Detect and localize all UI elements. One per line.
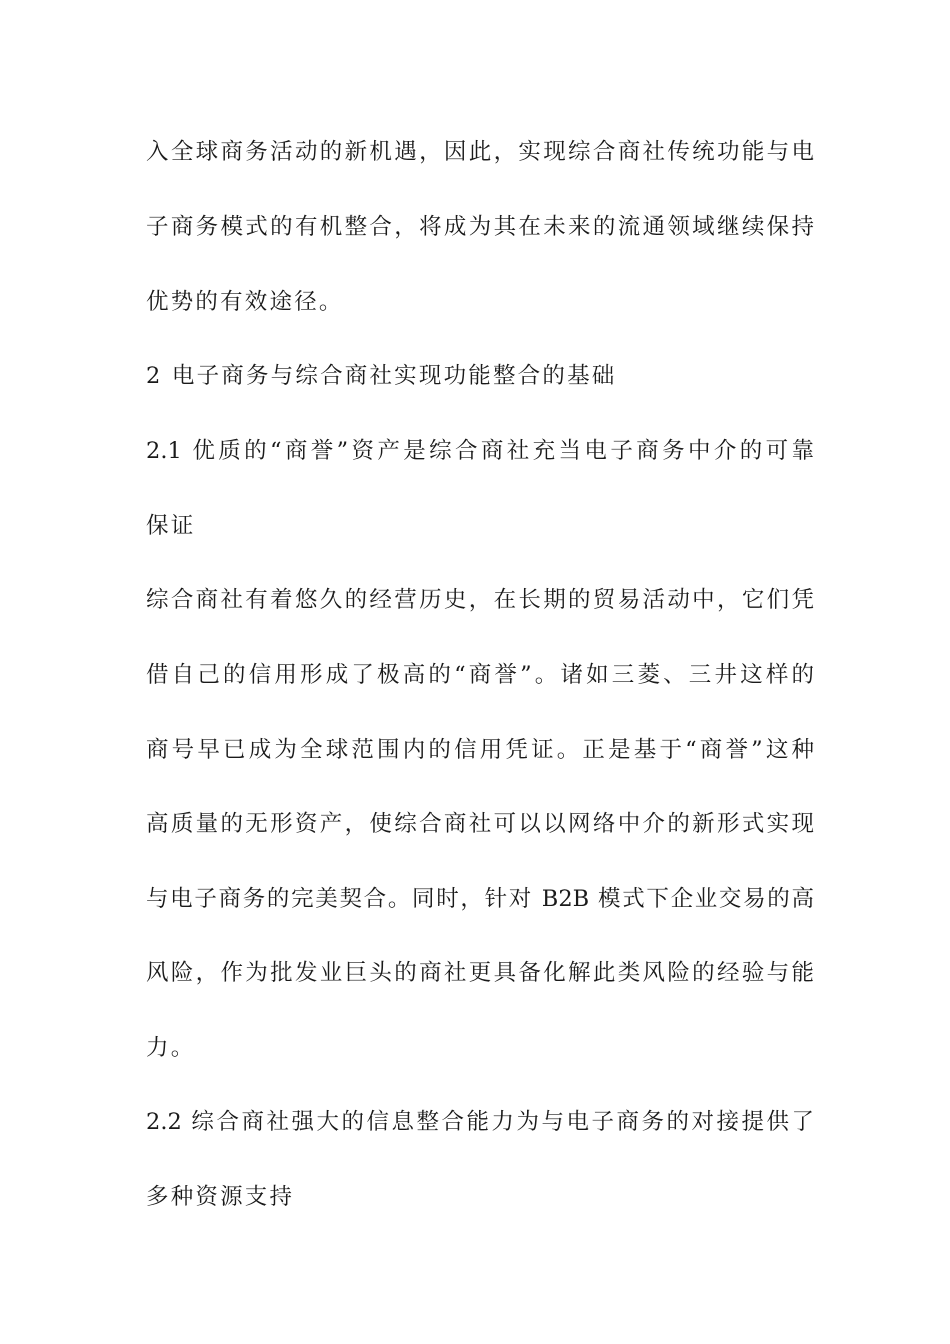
paragraph-line: 力。: [146, 1035, 196, 1061]
paragraph-line: 优势的有效途径。: [146, 289, 344, 315]
subsection-heading: 保证: [146, 513, 196, 539]
paragraph-line: 综合商社有着悠久的经营历史，在长期的贸易活动中，它们凭: [146, 587, 814, 613]
subsection-heading: 2.2 综合商社强大的信息整合能力为与电子商务的对接提供了: [146, 1109, 814, 1135]
paragraph-line: 子商务模式的有机整合，将成为其在未来的流通领域继续保持: [146, 214, 814, 240]
paragraph-line: 入全球商务活动的新机遇，因此，实现综合商社传统功能与电: [146, 139, 814, 165]
paragraph-line: 风险，作为批发业巨头的商社更具备化解此类风险的经验与能: [146, 960, 814, 986]
subsection-heading: 2.1 优质的“商誉”资产是综合商社充当电子商务中介的可靠: [146, 438, 814, 464]
paragraph-line: 借自己的信用形成了极高的“商誉”。诸如三菱、三井这样的: [146, 662, 814, 688]
paragraph-line: 商号早已成为全球范围内的信用凭证。正是基于“商誉”这种: [146, 737, 814, 763]
subsection-heading: 多种资源支持: [146, 1184, 295, 1210]
section-heading: 2 电子商务与综合商社实现功能整合的基础: [146, 363, 617, 389]
paragraph-line: 高质量的无形资产，使综合商社可以以网络中介的新形式实现: [146, 811, 814, 837]
paragraph-line: 与电子商务的完美契合。同时，针对 B2B 模式下企业交易的高: [146, 886, 814, 912]
